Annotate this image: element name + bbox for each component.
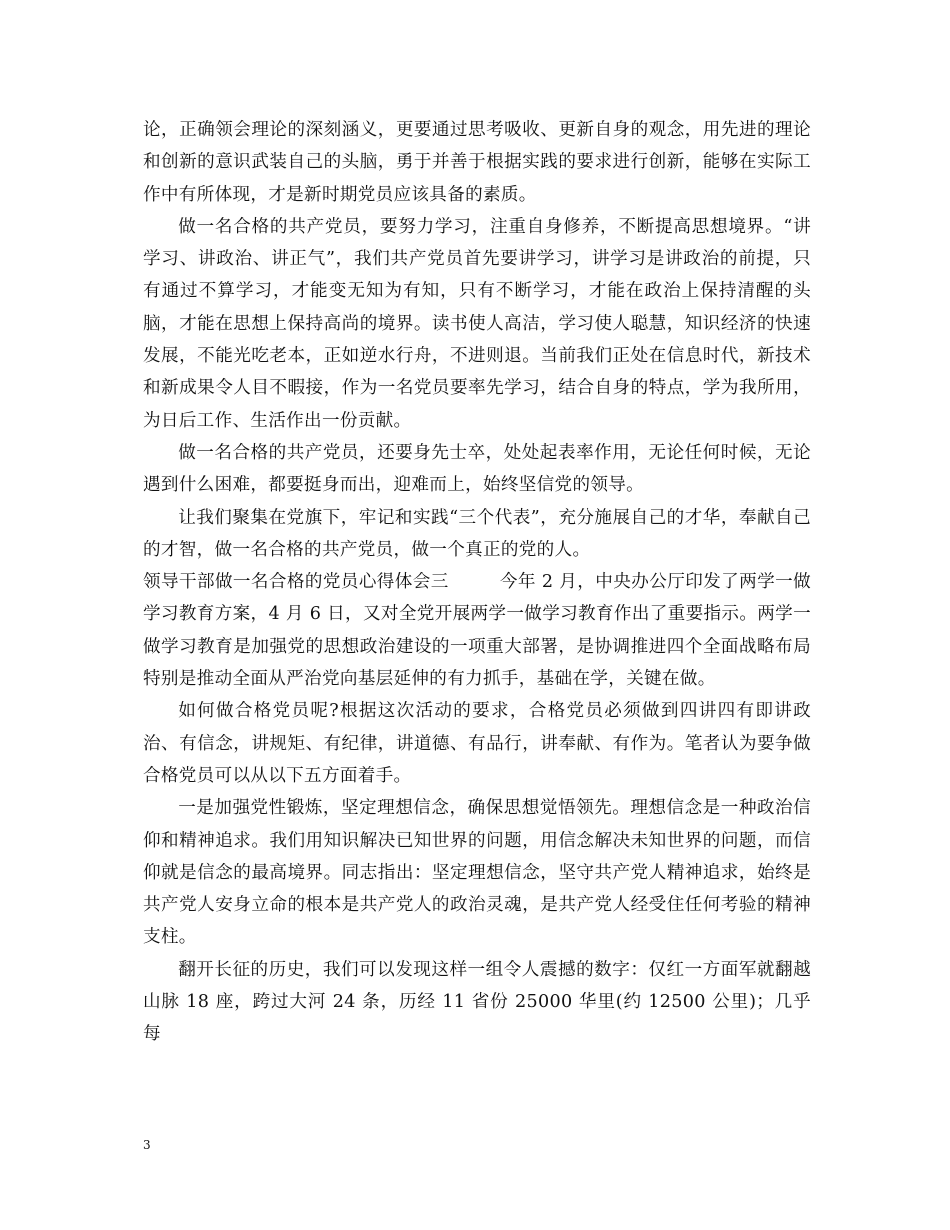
paragraph-6: 一是加强党性锻炼，坚定理想信念，确保思想觉悟领先。理想信念是一种政治信仰和精神追求。我们用知识解决已知世界的问题，用信念解决未知世界的问题，而信仰就是信念的最高境界。同志指出：坚定理想信念，坚守共产党人精神追求，始终是共产党人安身立命的根本是共产党人的政治灵魂，是共产党人经受住任何考验的精神支柱。 <box>143 798 811 948</box>
paragraph-5: 如何做合格党员呢?根据这次活动的要求，合格党员必须做到四讲四有即讲政治、有信念，讲规矩、有纪律，讲道德、有品行，讲奉献、有作为。笔者认为要争做合格党员可以从以下五方面着手。 <box>143 701 811 786</box>
document-body <box>143 114 811 1051</box>
paragraph-7: 翻开长征的历史，我们可以发现这样一组令人震撼的数字：仅红一方面军就翻越山脉 18 座，跨过大河 24 条，历经 11 省份 25000 华里(约 12500 公里)；几乎每 <box>143 959 811 1045</box>
paragraph-1: 论，正确领会理论的深刻涵义，更要通过思考吸收、更新自身的观念，用先进的理论和创新的意识武装自己的头脑，勇于并善于根据实践的要求进行创新，能够在实际工作中有所体现，才是新时期党员应该具备的素质。 <box>143 120 811 205</box>
section-intro-text: 今年 2 月，中央办公厅印发了两学一做学习教育方案，4 月 6 日，又对全党开展两学一做学习教育作出了重要指示。两学一做学习教育是加强党的思想政治建设的一项重大部署，是协调推进四个全面战略布局特别是推动全面从严治党向基层延伸的有力抓手，基础在学，关键在做。 <box>143 572 811 690</box>
section-heading-paragraph <box>143 566 811 695</box>
section-title: 领导干部做一名合格的党员心得体会三 <box>143 572 449 593</box>
paragraph-4: 让我们聚集在党旗下，牢记和实践“三个代表”，充分施展自己的才华，奉献自己的才智，做一名合格的共产党员，做一个真正的党的人。 <box>143 507 811 560</box>
page-number: 3 <box>143 1138 151 1152</box>
paragraph-3: 做一名合格的共产党员，还要身先士卒，处处起表率作用，无论任何时候，无论遇到什么困难，都要挺身而出，迎难而上，始终坚信党的领导。 <box>143 442 811 496</box>
paragraph-2: 做一名合格的共产党员，要努力学习，注重自身修养，不断提高思想境界。“讲学习、讲政治、讲正气”，我们共产党员首先要讲学习，讲学习是讲政治的前提，只有通过不算学习，才能变无知为有知，只有不断学习，才能在政治上保持清醒的头脑，才能在思想上保持高尚的境界。读书使人高洁，学习使人聪慧，知识经济的快速发展，不能光吃老本，正如逆水行舟，不进则退。当前我们正处在信息时代，新技术和新成果令人目不暇接，作为一名党员要率先学习，结合自身的特点，学为我所用，为日后工作、生活作出一份贡献。 <box>143 216 811 431</box>
